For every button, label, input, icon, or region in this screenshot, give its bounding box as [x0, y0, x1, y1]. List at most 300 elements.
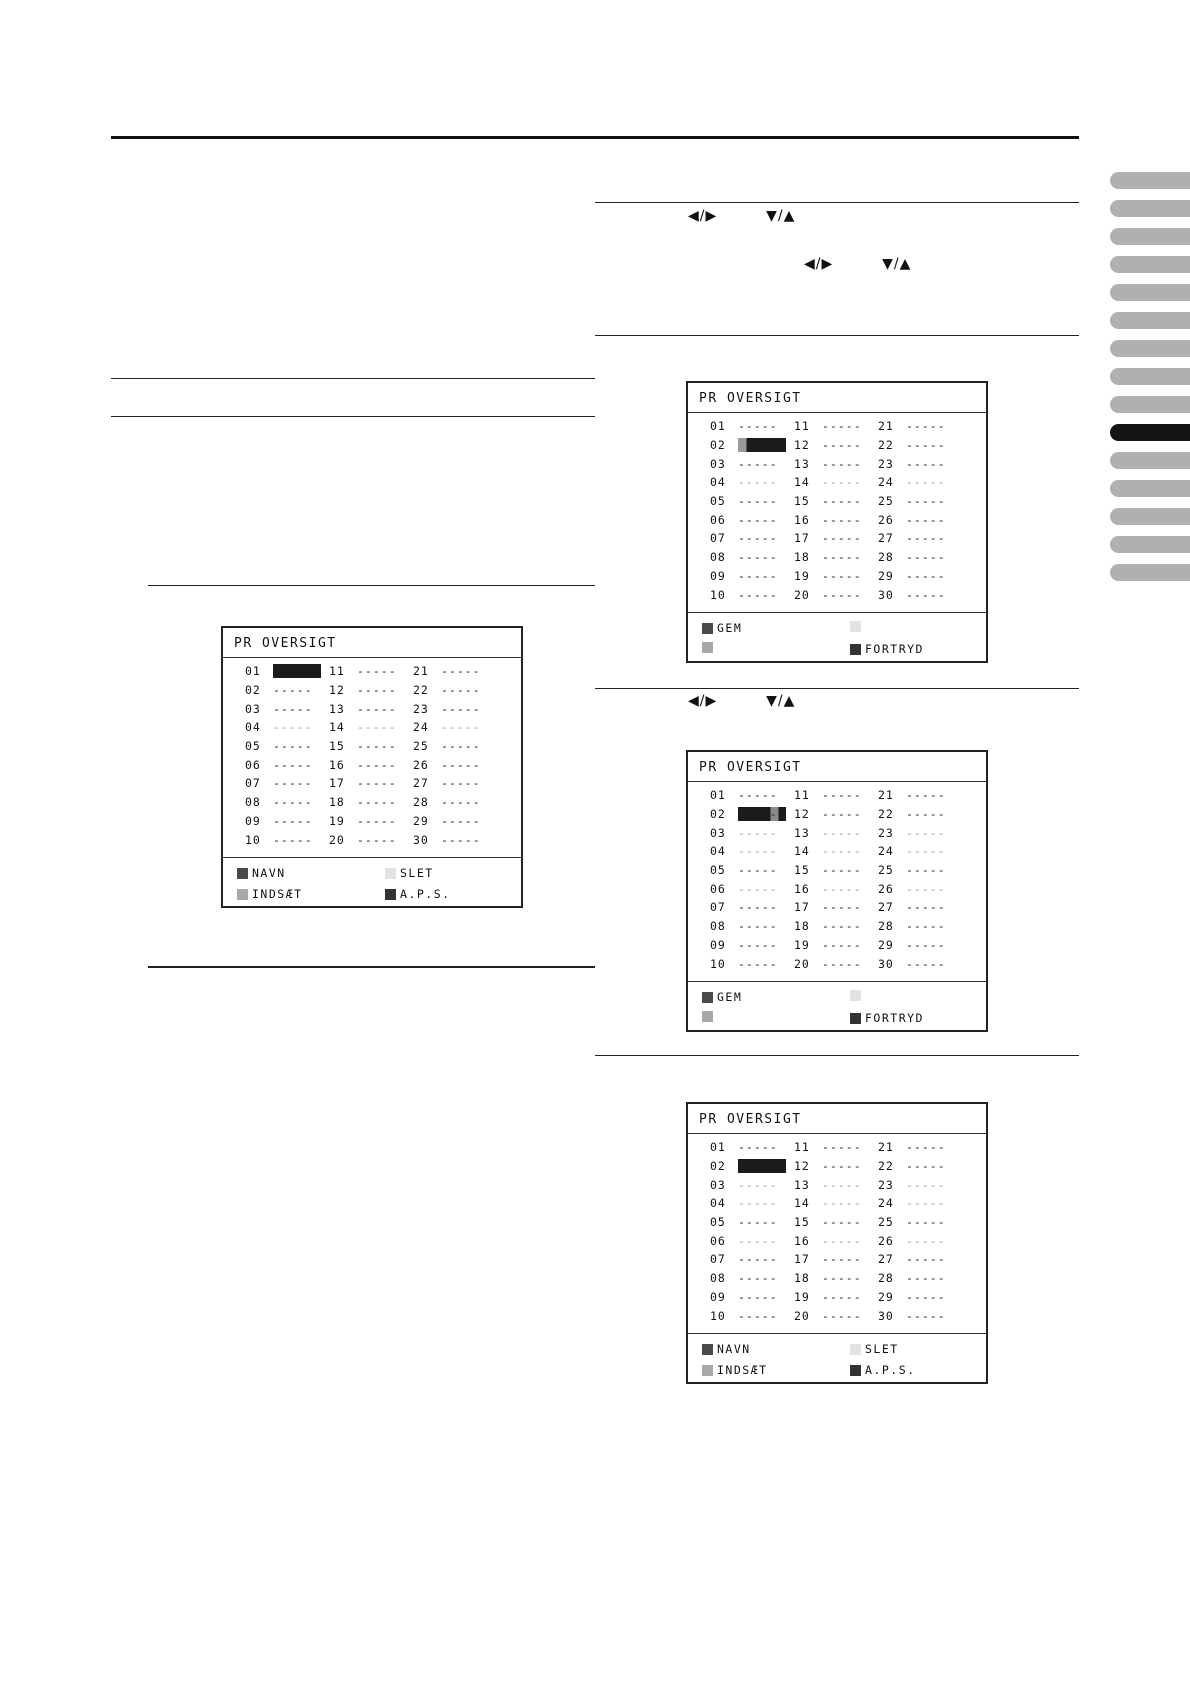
channel-entry[interactable] — [878, 588, 962, 602]
channel-entry[interactable] — [878, 569, 962, 583]
channel-entry[interactable] — [794, 438, 878, 452]
channel-entry[interactable] — [878, 826, 962, 840]
channel-name: ----- — [822, 937, 862, 952]
channel-entry[interactable] — [413, 683, 497, 697]
channel-entry[interactable] — [329, 664, 413, 678]
channel-entry[interactable] — [794, 494, 878, 508]
channel-name: ----- — [906, 1177, 946, 1192]
channel-row — [710, 936, 962, 955]
channel-entry[interactable] — [710, 1271, 794, 1285]
left-right-arrow-icon: ◀/▶ — [688, 693, 718, 709]
channel-number: 17 — [794, 1252, 810, 1267]
channel-row — [710, 861, 962, 880]
channel-entry[interactable] — [878, 550, 962, 564]
osd-divider — [688, 1333, 986, 1334]
legend-label: A.P.S. — [400, 887, 451, 901]
channel-number: 11 — [329, 664, 345, 679]
channel-row — [710, 1231, 962, 1250]
channel-entry[interactable] — [245, 702, 329, 716]
channel-name: ----- — [906, 1233, 946, 1248]
channel-number: 22 — [413, 683, 429, 698]
channel-number: 26 — [878, 1233, 894, 1248]
channel-number: 28 — [878, 550, 894, 565]
osd-title: PR OVERSIGT — [234, 636, 337, 651]
channel-name: ----- — [738, 844, 778, 859]
blue-button-icon — [850, 1013, 861, 1024]
channel-entry[interactable] — [329, 776, 413, 790]
channel-number: 25 — [878, 863, 894, 878]
side-tab-15 — [1110, 564, 1190, 581]
channel-name: ----- — [822, 568, 862, 583]
legend-green-key — [237, 887, 303, 901]
channel-entry[interactable] — [878, 1309, 962, 1323]
channel-number: 19 — [794, 1289, 810, 1304]
channel-row — [710, 842, 962, 861]
channel-number: 22 — [878, 1159, 894, 1174]
channel-entry[interactable] — [794, 569, 878, 583]
channel-entry[interactable] — [710, 457, 794, 471]
channel-row — [710, 1250, 962, 1269]
channel-entry[interactable] — [794, 863, 878, 877]
legend-label: GEM — [717, 990, 743, 1004]
channel-name: ----- — [906, 1308, 946, 1323]
channel-entry[interactable] — [710, 1178, 794, 1192]
channel-entry[interactable] — [710, 788, 794, 802]
right-rule-4 — [595, 1055, 1079, 1056]
channel-entry[interactable] — [878, 457, 962, 471]
channel-number: 29 — [878, 568, 894, 583]
channel-entry[interactable] — [794, 788, 878, 802]
channel-number: 09 — [710, 937, 726, 952]
channel-entry[interactable] — [710, 919, 794, 933]
channel-entry[interactable] — [710, 938, 794, 952]
channel-number: 09 — [245, 813, 261, 828]
channel-number: 02 — [710, 438, 726, 453]
channel-name: ----- — [822, 531, 862, 546]
channel-entry[interactable] — [878, 438, 962, 452]
channel-name: ----- — [738, 1308, 778, 1323]
channel-entry[interactable] — [878, 1290, 962, 1304]
channel-entry[interactable] — [878, 1140, 962, 1154]
right-rule-2 — [595, 335, 1079, 336]
legend-yellow-key — [850, 621, 865, 632]
osd-divider — [688, 981, 986, 982]
channel-name: ----- — [273, 664, 321, 678]
channel-row — [710, 879, 962, 898]
channel-name: ----- — [738, 568, 778, 583]
left-rule-4 — [148, 966, 595, 968]
osd-divider — [688, 412, 986, 413]
channel-row — [245, 755, 497, 774]
channel-name: ----- — [441, 832, 481, 847]
legend-green-key — [702, 1011, 717, 1022]
channel-name: ----- — [441, 701, 481, 716]
channel-row — [710, 529, 962, 548]
channel-entry[interactable] — [794, 900, 878, 914]
channel-entry[interactable] — [794, 1234, 878, 1248]
channel-name: ----- — [822, 1215, 862, 1230]
channel-entry[interactable] — [878, 807, 962, 821]
channel-name: ----- — [906, 956, 946, 971]
channel-name: ----- — [738, 1289, 778, 1304]
channel-entry[interactable] — [245, 814, 329, 828]
channel-row — [245, 662, 497, 681]
channel-name: ----- — [822, 807, 862, 822]
channel-number: 24 — [413, 720, 429, 735]
channel-entry[interactable] — [878, 1271, 962, 1285]
side-tab-4 — [1110, 256, 1190, 273]
channel-number: 02 — [245, 683, 261, 698]
channel-name: ----- — [906, 587, 946, 602]
channel-entry[interactable] — [413, 758, 497, 772]
channel-entry[interactable] — [878, 938, 962, 952]
channel-number: 20 — [794, 956, 810, 971]
left-right-arrow-icon: ◀/▶ — [688, 208, 718, 224]
channel-entry[interactable] — [710, 1290, 794, 1304]
channel-name: ----- — [273, 739, 313, 754]
channel-entry[interactable] — [794, 844, 878, 858]
channel-number: 20 — [329, 832, 345, 847]
side-tab-6 — [1110, 312, 1190, 329]
channel-number: 10 — [245, 832, 261, 847]
channel-entry[interactable] — [710, 882, 794, 896]
channel-entry[interactable] — [794, 531, 878, 545]
channel-entry[interactable] — [794, 419, 878, 433]
green-button-icon — [702, 1365, 713, 1376]
channel-entry[interactable] — [710, 1215, 794, 1229]
channel-entry[interactable] — [794, 807, 878, 821]
channel-entry[interactable] — [329, 795, 413, 809]
channel-row — [245, 774, 497, 793]
channel-name: ----- — [822, 1159, 862, 1174]
channel-number: 16 — [794, 512, 810, 527]
channel-entry[interactable] — [710, 550, 794, 564]
channel-entry[interactable] — [794, 457, 878, 471]
channel-name: ----- — [906, 1271, 946, 1286]
channel-entry[interactable] — [878, 475, 962, 489]
channel-number: 02 — [710, 807, 726, 822]
channel-name: ----- — [441, 664, 481, 679]
side-tab-2 — [1110, 200, 1190, 217]
channel-entry[interactable] — [878, 882, 962, 896]
channel-row — [710, 786, 962, 805]
osd-title: PR OVERSIGT — [699, 391, 802, 406]
down-up-arrow-icon: ▼/▲ — [766, 693, 796, 709]
channel-name: ----- — [822, 1233, 862, 1248]
channel-entry[interactable] — [710, 438, 794, 452]
channel-entry[interactable] — [710, 475, 794, 489]
channel-name: ----- — [906, 937, 946, 952]
channel-name: ----- — [906, 438, 946, 453]
legend-label: FORTRYD — [865, 642, 924, 656]
channel-row — [710, 436, 962, 455]
channel-entry[interactable] — [329, 739, 413, 753]
channel-number: 13 — [794, 456, 810, 471]
channel-entry[interactable] — [710, 900, 794, 914]
channel-number: 07 — [710, 1252, 726, 1267]
channel-entry[interactable] — [878, 419, 962, 433]
channel-entry[interactable] — [794, 1196, 878, 1210]
channel-entry[interactable] — [878, 957, 962, 971]
channel-name: ----- — [906, 1140, 946, 1155]
channel-entry[interactable] — [794, 550, 878, 564]
channel-entry[interactable] — [413, 720, 497, 734]
legend-label: SLET — [865, 1342, 899, 1356]
channel-entry[interactable] — [710, 1140, 794, 1154]
channel-entry[interactable] — [878, 1252, 962, 1266]
channel-number: 29 — [878, 937, 894, 952]
channel-number: 26 — [878, 512, 894, 527]
channel-number: 10 — [710, 956, 726, 971]
channel-name: ----- — [822, 494, 862, 509]
channel-number: 27 — [878, 900, 894, 915]
channel-number: 10 — [710, 587, 726, 602]
channel-entry[interactable] — [329, 720, 413, 734]
channel-row — [245, 793, 497, 812]
channel-entry[interactable] — [329, 814, 413, 828]
channel-name: ----- — [357, 757, 397, 772]
channel-entry[interactable] — [329, 833, 413, 847]
channel-entry[interactable] — [710, 419, 794, 433]
channel-entry[interactable] — [794, 957, 878, 971]
channel-entry[interactable] — [413, 739, 497, 753]
channel-number: 06 — [710, 881, 726, 896]
channel-number: 22 — [878, 438, 894, 453]
channel-entry[interactable] — [794, 475, 878, 489]
channel-name: ----- — [738, 587, 778, 602]
channel-entry[interactable] — [878, 1196, 962, 1210]
channel-name: ----- — [822, 1140, 862, 1155]
channel-entry[interactable] — [245, 776, 329, 790]
channel-name: ----- — [441, 739, 481, 754]
channel-name: ----- — [738, 550, 778, 565]
channel-name: ----- — [273, 757, 313, 772]
channel-name: ----- — [906, 1215, 946, 1230]
channel-number: 29 — [413, 813, 429, 828]
channel-number: 27 — [413, 776, 429, 791]
channel-name: ----- — [738, 494, 778, 509]
side-tab-strip — [1110, 172, 1190, 592]
channel-number: 16 — [329, 757, 345, 772]
channel-number: 03 — [245, 701, 261, 716]
channel-name: ----- — [357, 795, 397, 810]
channel-number: 21 — [413, 664, 429, 679]
channel-number: 23 — [878, 456, 894, 471]
legend-yellow-key — [385, 866, 434, 880]
channel-number: 09 — [710, 568, 726, 583]
channel-entry[interactable] — [794, 938, 878, 952]
channel-entry[interactable] — [794, 513, 878, 527]
legend-label: A.P.S. — [865, 1363, 916, 1377]
channel-name: ----- — [357, 683, 397, 698]
channel-entry[interactable] — [878, 1215, 962, 1229]
channel-entry[interactable] — [710, 1159, 794, 1173]
channel-number: 11 — [794, 788, 810, 803]
channel-entry[interactable] — [794, 1290, 878, 1304]
channel-entry[interactable] — [878, 900, 962, 914]
channel-number: 14 — [794, 475, 810, 490]
channel-entry[interactable] — [710, 957, 794, 971]
channel-entry[interactable] — [710, 1309, 794, 1323]
channel-name: ----- — [738, 900, 778, 915]
channel-name: ----- — [441, 795, 481, 810]
channel-number: 23 — [413, 701, 429, 716]
channel-entry[interactable] — [710, 1234, 794, 1248]
channel-entry[interactable] — [794, 1252, 878, 1266]
channel-entry[interactable] — [878, 494, 962, 508]
channel-row — [710, 454, 962, 473]
left-rule-3 — [148, 585, 595, 586]
channel-number: 21 — [878, 788, 894, 803]
channel-number: 12 — [329, 683, 345, 698]
channel-entry[interactable] — [794, 919, 878, 933]
channel-number: 14 — [794, 844, 810, 859]
channel-entry[interactable] — [794, 1271, 878, 1285]
channel-number: 14 — [794, 1196, 810, 1211]
channel-row — [710, 585, 962, 604]
channel-entry[interactable] — [878, 1159, 962, 1173]
channel-number: 28 — [878, 1271, 894, 1286]
channel-entry[interactable] — [245, 833, 329, 847]
channel-number: 19 — [329, 813, 345, 828]
channel-entry[interactable] — [794, 826, 878, 840]
osd-panel-1 — [221, 626, 523, 908]
channel-number: 03 — [710, 1177, 726, 1192]
channel-entry[interactable] — [413, 814, 497, 828]
channel-entry[interactable] — [710, 807, 794, 821]
side-tab-5 — [1110, 284, 1190, 301]
channel-number: 18 — [329, 795, 345, 810]
channel-name: ----- — [738, 1252, 778, 1267]
channel-number: 05 — [710, 1215, 726, 1230]
channel-entry[interactable] — [413, 702, 497, 716]
channel-number: 25 — [878, 1215, 894, 1230]
channel-entry[interactable] — [794, 588, 878, 602]
green-button-icon — [702, 1011, 713, 1022]
channel-name: ----- — [906, 788, 946, 803]
channel-number: 08 — [710, 919, 726, 934]
channel-name: ----- — [906, 475, 946, 490]
channel-name: ----- — [906, 568, 946, 583]
channel-name: ----- — [738, 825, 778, 840]
legend-green-key — [702, 1363, 768, 1377]
channel-name: ----- — [357, 813, 397, 828]
channel-name: ----- — [273, 832, 313, 847]
page-top-rule — [111, 136, 1079, 139]
green-button-icon — [702, 642, 713, 653]
channel-entry[interactable] — [794, 1309, 878, 1323]
channel-name: ----- — [822, 1177, 862, 1192]
osd-panel-4 — [686, 1102, 988, 1384]
channel-entry[interactable] — [413, 664, 497, 678]
channel-entry[interactable] — [710, 513, 794, 527]
channel-entry[interactable] — [710, 863, 794, 877]
channel-entry[interactable] — [878, 531, 962, 545]
channel-number: 06 — [710, 1233, 726, 1248]
channel-entry[interactable] — [794, 1215, 878, 1229]
channel-entry[interactable] — [710, 826, 794, 840]
channel-entry[interactable] — [710, 588, 794, 602]
channel-number: 15 — [794, 1215, 810, 1230]
channel-name: ----- — [906, 456, 946, 471]
channel-number: 26 — [878, 881, 894, 896]
channel-entry[interactable] — [878, 844, 962, 858]
channel-entry[interactable] — [245, 720, 329, 734]
red-button-icon — [702, 1344, 713, 1355]
channel-number: 03 — [710, 825, 726, 840]
channel-entry[interactable] — [245, 758, 329, 772]
legend-blue-key — [850, 1011, 924, 1025]
channel-number: 16 — [794, 1233, 810, 1248]
channel-entry[interactable] — [710, 1252, 794, 1266]
side-tab-7 — [1110, 340, 1190, 357]
channel-name: ----- — [906, 512, 946, 527]
channel-name: ----- — [906, 863, 946, 878]
red-button-icon — [702, 992, 713, 1003]
right-rule-3 — [595, 688, 1079, 689]
channel-entry[interactable] — [710, 569, 794, 583]
channel-name: ----- — [822, 1252, 862, 1267]
channel-entry[interactable] — [878, 1178, 962, 1192]
channel-entry[interactable] — [878, 863, 962, 877]
channel-entry[interactable] — [878, 919, 962, 933]
channel-entry[interactable] — [710, 531, 794, 545]
channel-name: ----- — [822, 1271, 862, 1286]
channel-entry[interactable] — [413, 833, 497, 847]
channel-row — [710, 805, 962, 824]
channel-entry[interactable] — [794, 1178, 878, 1192]
channel-entry[interactable] — [245, 739, 329, 753]
channel-entry[interactable] — [878, 513, 962, 527]
osd-panel-2 — [686, 381, 988, 663]
channel-row — [710, 510, 962, 529]
channel-entry[interactable] — [794, 1159, 878, 1173]
channel-entry[interactable] — [878, 1234, 962, 1248]
side-tab-14 — [1110, 536, 1190, 553]
channel-entry[interactable] — [329, 683, 413, 697]
channel-entry[interactable] — [413, 795, 497, 809]
osd-divider — [688, 1133, 986, 1134]
channel-entry[interactable] — [710, 844, 794, 858]
side-tab-13 — [1110, 508, 1190, 525]
channel-number: 01 — [710, 788, 726, 803]
legend-green-key — [702, 642, 717, 653]
channel-entry[interactable] — [710, 494, 794, 508]
channel-entry[interactable] — [329, 758, 413, 772]
left-rule-1 — [111, 378, 595, 379]
channel-number: 28 — [878, 919, 894, 934]
blue-button-icon — [385, 889, 396, 900]
channel-entry[interactable] — [794, 1140, 878, 1154]
channel-entry[interactable] — [245, 795, 329, 809]
channel-name: ----- — [273, 795, 313, 810]
channel-name: ----- — [822, 1308, 862, 1323]
channel-row — [710, 548, 962, 567]
channel-entry[interactable] — [329, 702, 413, 716]
channel-entry[interactable] — [413, 776, 497, 790]
osd-divider — [688, 781, 986, 782]
side-tab-12 — [1110, 480, 1190, 497]
channel-entry[interactable] — [794, 882, 878, 896]
channel-entry[interactable] — [878, 788, 962, 802]
channel-row — [710, 1175, 962, 1194]
channel-name: ----- — [738, 475, 778, 490]
channel-entry[interactable] — [245, 683, 329, 697]
channel-entry[interactable] — [245, 664, 329, 678]
legend-red-key — [237, 866, 286, 880]
channel-number: 22 — [878, 807, 894, 822]
channel-entry[interactable] — [710, 1196, 794, 1210]
